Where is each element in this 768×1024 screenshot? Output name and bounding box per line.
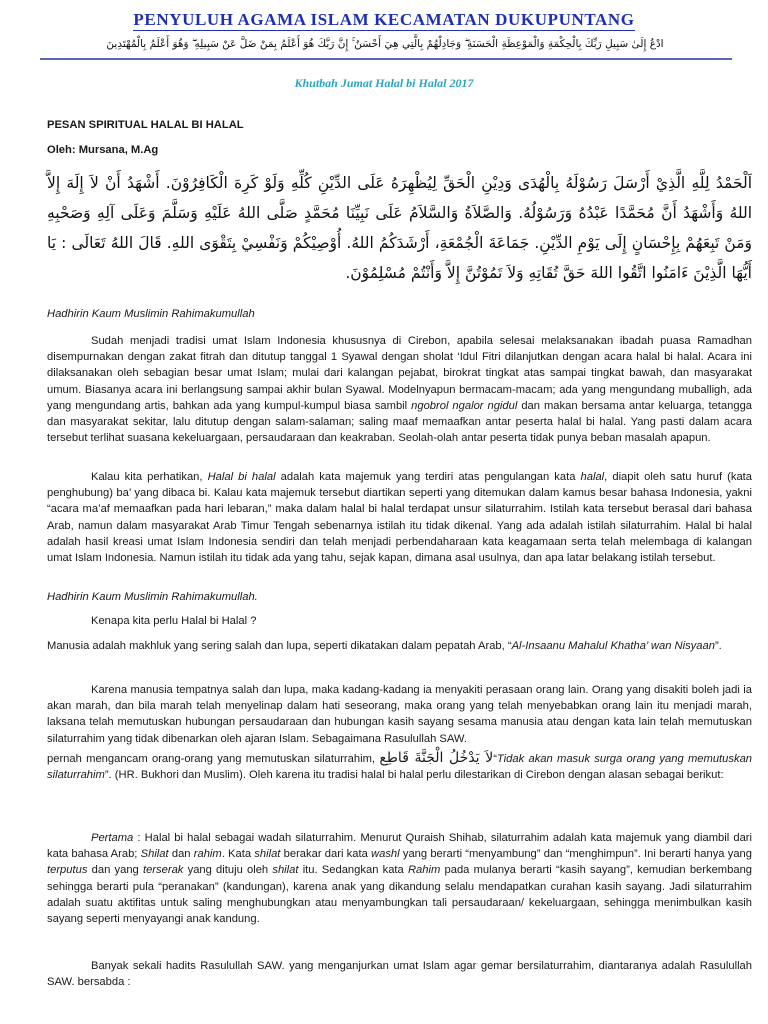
paragraph-4: Karena manusia tempatnya salah dan lupa, maka kadang-kadang ia menyakiti perasaan orang lain. Orang yang disakiti boleh jadi ia akan marah, dan bila marah telah menyelinap dalam hati seseorang, maka orang yang telah menyebabkan orang lain itu menjadi marah, laksana telah memutuskan hubungan persaudaraan dan hubungan kasih sayang sesama manusia atau dengan kata lain telah memutuskan silaturrahim yang tidak dibenarkan oleh ajaran Islam. Sebagaimana Rasulullah SAW. xyxy=(47,684,752,745)
header-divider xyxy=(40,58,732,60)
hadith-arabic: لاَ يَدْخُلُ الْجَنَّةَ قَاطِع xyxy=(379,750,494,766)
paragraph-7: Banyak sekali hadits Rasulullah SAW. yang menganjurkan umat Islam agar gemar bersilaturrahim, diantaranya adalah Rasulullah SAW. bersabda : xyxy=(47,960,752,989)
paragraph-3: Manusia adalah makhluk yang sering salah dan lupa, seperti dikatakan dalam pepatah Arab, “Al-Insaanu Mahalul Khatha’ wan Nisyaan”. xyxy=(47,640,722,652)
greeting-2: Hadhirin Kaum Muslimin Rahimakumullah. xyxy=(47,591,258,603)
greeting-1: Hadhirin Kaum Muslimin Rahimakumullah xyxy=(47,308,255,320)
article-author: Oleh: Mursana, M.Ag xyxy=(47,144,159,156)
header-title: PENYULUH AGAMA ISLAM KECAMATAN DUKUPUNTANG xyxy=(133,10,635,29)
paragraph-6: Pertama : Halal bi halal sebagai wadah silaturrahim. Menurut Quraish Shihab, silaturrahim adalah kata majemuk yang diambil dari kata bahasa Arab; Shilat dan rahim. Kata shilat berakar dari kata washl yang berarti “menyambung” dan “menghimpun”. Ini berarti hanya yang terputus dan yang terserak yang dituju oleh shilat itu. Sedangkan kata Rahim pada mulanya berarti “kasih sayang”, kemudian berkembang sehingga berarti pula “peranakan” (kandungan), karena anak yang dikandung selalu mendapatkan curahan kasih sayang. Jadi silaturrahim adalah suatu aktifitas untuk saling menghubungkan atau menyambungkan tali persaudaraan/ kekeluargaan, sehingga menimbulkan kasih sayang seperti menyayangi anak kandung. xyxy=(47,832,753,926)
article-title: PESAN SPIRITUAL HALAL BI HALAL xyxy=(47,119,244,131)
question-line: Kenapa kita perlu Halal bi Halal ? xyxy=(91,615,257,627)
subtitle: Khutbah Jumat Halal bi Halal 2017 xyxy=(294,76,474,90)
opening-arabic: اَلْحَمْدُ لِلَّهِ الَّذِيْ أَرْسَلَ رَسُوْلَهُ بِالْهُدَى وَدِيْنِ الْحَقِّ لِيُظْهِرَهُ عَلَى الدِّيْنِ كُلِّهِ وَلَوْ كَرِهَ الْكَافِرُوْنَ. أَشْهَدُ أَنْ لاَ إِلَهَ إِلاَّ اللهُ وَأَشْهَدُ أَنَّ مُحَمَّدًا عَبْدُهُ وَرَسُوْلُهُ. وَالصَّلاَةُ وَالسَّلاَمُ عَلَى نَبِيِّنَا مُحَمَّدٍ صَلَّى اللهُ عَلَيْهِ وَسَلَّمَ وَعَلَى آلِهِ وَصَحْبِهِ وَمَنْ تَبِعَهُمْ بِإِحْسَانٍ إِلَى يَوْمِ الدِّيْنِ. جَمَاعَةَ الْجُمْعَةِ، أَرْشَدَكُمُ اللهُ. أُوْصِيْكُمْ وَنَفْسِيْ بِتَقْوَى اللهِ. قَالَ اللهُ تَعَالَى : يَا أَيُّهَا الَّذِيْنَ ءَامَنُوا اتَّقُوا اللهَ حَقَّ تُقَاتِهِ وَلاَ تَمُوْتُنَّ إِلاَّ وَأَنْتُمْ مُسْلِمُوْنَ. xyxy=(47,174,752,282)
paragraph-1: Sudah menjadi tradisi umat Islam Indonesia khususnya di Cirebon, apabila selesai melaksanakan ibadah puasa Ramadhan disempurnakan dengan zakat fitrah dan ditutup tanggal 1 Syawal dengan sholat ‘Idul Fitri dilanjutkan dengan acara halal bi halal. Acara ini dilaksanakan oleh sebagian besar umat Islam; mulai dari kalangan pejabat, birokrat tingkat atas sampai tingkat bawah, dan masyarakat umum. Biasanya acara ini berlangsung sampai akhir bulan Syawal. Modelnyapun bermacam-macam; ada yang mengundang muballigh, ada yang mengundang artis, bahkan ada yang kumpul-kumpul biasa sambil ngobrol ngalor ngidul dan makan bersama antar keluarga, tetangga dan masyarakat sekitar, lalu ditutup dengan salam-salaman; saling maaf memaafkan antar peserta halal bi halal. Yang pasti dalam acara tersebut terlihat suasana kekeluargaan, persaudaraan dan keakraban. Seolah-olah antar peserta tidak punya beban masalah apapun. xyxy=(47,335,753,445)
paragraph-5: pernah mengancam orang-orang yang memutuskan silaturrahim, لاَ يَدْخُلُ الْجَنَّةَ قَاطِع“Tidak akan masuk surga orang yang memutuskan silaturrahim”. (HR. Bukhori dan Muslim). Oleh karena itu tradisi halal bi halal perlu dilestarikan di Cirebon dengan alasan sebagai berikut: xyxy=(47,750,753,782)
paragraph-2: Kalau kita perhatikan, Halal bi halal adalah kata majemuk yang terdiri atas pengulangan kata halal, diapit oleh satu huruf (kata penghubung) ba’ yang dibaca bi. Kalau kata majemuk tersebut diartikan seperti yang ditemukan dalam kamus besar bahasa Indonesia, yakni “acara ma’af memaafkan pada hari lebaran,” maka dalam halal bi halal terdapat unsur silaturrahim. Istilah kata tersebut berasal dari bahasa Arab, namun dalam masyarakat Arab Timur Tengah sebenarnya istilah itu tidak dikenal. Yang ada adalah istilah silaturrahim. Halal bi halal adalah hasil kreasi umat Islam Indonesia sendiri dan telah menjadi perbendaharaan kata keagamaan serta telah melembaga di kalangan umat Islam Indonesia. Namun istilah itu tidak ada yang tahu, sejak kapan, dimana asal usulnya, dan apa latar belakang istilah tersebut. xyxy=(47,471,753,565)
header-verse: ادْعُ إِلَىٰ سَبِيلِ رَبِّكَ بِالْحِكْمَةِ وَالْمَوْعِظَةِ الْحَسَنَةِ ۖ وَجَادِلْهُمْ بِالَّتِي هِيَ أَحْسَنُ ۚ إِنَّ رَبَّكَ هُوَ أَعْلَمُ بِمَنْ ضَلَّ عَنْ سَبِيلِهِ ۖ وَهُوَ أَعْلَمُ بِالْمُهْتَدِينَ xyxy=(106,38,664,50)
